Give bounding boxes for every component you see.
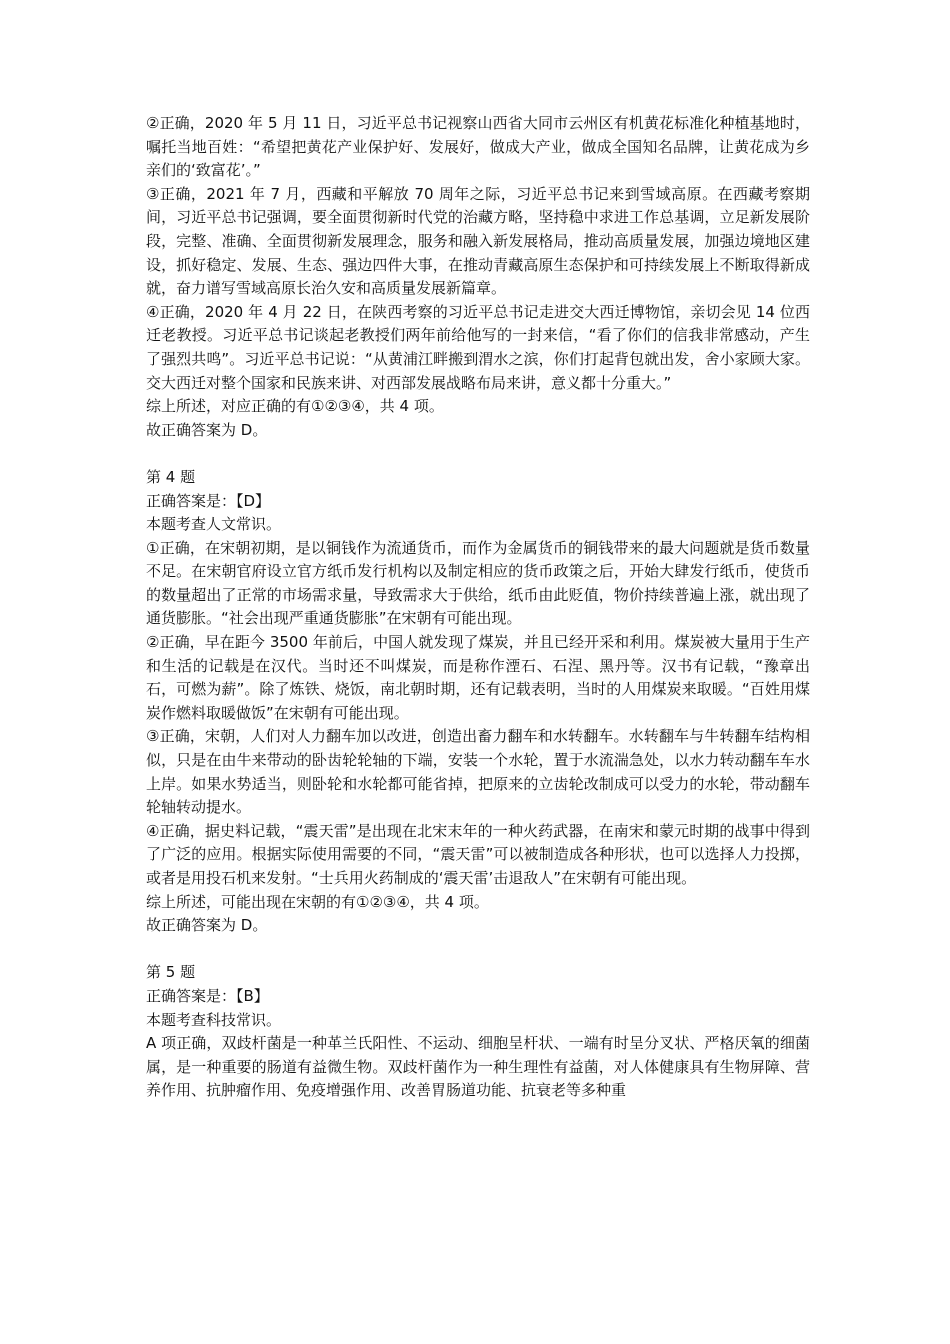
document-page (146, 112, 810, 1103)
q5-title: 第 5 题 (146, 963, 196, 982)
q5-answer: 正确答案是：【B】 (146, 986, 269, 1005)
block1-paragraph-2: ③正确，2021 年 7 月，西藏和平解放 70 周年之际，习近平总书记来到雪域高原。在西藏考察期间，习近平总书记强调，要全面贯彻新时代党的治藏方略，坚持稳中求进工作总基调，立足新发展阶段，完整、准确、全面贯彻新发展理念，服务和融入新发展格局，推动高质量发展，加强边境地区建设，抓好稳定、发展、生态、强边四件大事，在推动青藏高原生态保护和可持续发展上不断取得新成就，奋力谱写雪域高原长治久安和高质量发展新篇章。 (146, 184, 810, 298)
q4-paragraph-1: ①正确，在宋朝初期，是以铜钱作为流通货币，而作为金属货币的铜钱带来的最大问题就是货币数量不足。在宋朝官府设立官方纸币发行机构以及制定相应的货币政策之后，开始大肆发行纸币，使货币的数量超出了正常的市场需求量，导致需求大于供给，纸币由此贬值，物价持续普遍上涨，就出现了通货膨胀。“社会出现严重通货膨胀”在宋朝有可能出现。 (146, 538, 810, 628)
q5-paragraph-1: A 项正确，双歧杆菌是一种革兰氏阳性、不运动、细胞呈杆状、一端有时呈分叉状、严格厌氧的细菌属，是一种重要的肠道有益微生物。双歧杆菌作为一种生理性有益菌，对人体健康具有生物屏障、营养作用、抗肿瘤作用、免疫增强作用、改善胃肠道功能、抗衰老等多种重 (146, 1034, 810, 1100)
q4-paragraph-2: ②正确，早在距今 3500 年前后，中国人就发现了煤炭，并且已经开采和利用。煤炭被大量用于生产和生活的记载是在汉代。当时还不叫煤炭，而是称作湮石、石涅、黑丹等。汉书有记载，“豫章出石，可燃为薪”。除了炼铁、烧饭，南北朝时期，还有记载表明，当时的人用煤炭来取暖。“百姓用煤炭作燃料取暖做饭”在宋朝有可能出现。 (146, 633, 810, 722)
section-gap (146, 442, 810, 466)
q4-summary: 综上所述，可能出现在宋朝的有①②③④，共 4 项。 (146, 892, 489, 911)
block1-paragraph-3: ④正确，2020 年 4 月 22 日，在陕西考察的习近平总书记走进交大西迁博物馆，亲切会见 14 位西迁老教授。习近平总书记谈起老教授们两年前给他写的一封来信，“看了你们的信我非常感动，产生了强烈共鸣”。习近平总书记说：“从黄浦江畔搬到渭水之滨，你们打起背包就出发，舍小家顾大家。交大西迁对整个国家和民族来讲、对西部发展战略布局来讲，意义都十分重大。” (146, 302, 810, 392)
q5-topic: 本题考查科技常识。 (146, 1010, 282, 1029)
q4-conclusion: 故正确答案为 D。 (146, 916, 268, 935)
q4-paragraph-4: ④正确，据史料记载，“震天雷”是出现在北宋末年的一种火药武器，在南宋和蒙元时期的战事中得到了广泛的应用。根据实际使用需要的不同，“震天雷”可以被制造成各种形状，也可以选择人力投掷，或者是用投石机来发射。“士兵用火药制成的‘震天雷’击退敌人”在宋朝有可能出现。 (146, 821, 810, 887)
q4-title: 第 4 题 (146, 467, 196, 486)
block1-conclusion: 故正确答案为 D。 (146, 420, 268, 439)
q4-topic: 本题考查人文常识。 (146, 515, 282, 534)
block1-summary: 综上所述，对应正确的有①②③④，共 4 项。 (146, 397, 444, 416)
block1-paragraph-1: ②正确，2020 年 5 月 11 日，习近平总书记视察山西省大同市云州区有机黄花标准化种植基地时，嘱托当地百姓：“希望把黄花产业保护好、发展好，做成大产业，做成全国知名品牌，让黄花成为乡亲们的‘致富花’。” (146, 114, 810, 180)
section-gap (146, 938, 810, 962)
q4-answer: 正确答案是：【D】 (146, 491, 271, 510)
q4-paragraph-3: ③正确，宋朝，人们对人力翻车加以改进，创造出畜力翻车和水转翻车。水转翻车与牛转翻车结构相似，只是在由牛来带动的卧齿轮轮轴的下端，安装一个水轮，置于水流湍急处，以水力转动翻车车水上岸。如果水势适当，则卧轮和水轮都可能省掉，把原来的立齿轮改制成可以受力的水轮，带动翻车轮轴转动提水。 (146, 727, 810, 817)
